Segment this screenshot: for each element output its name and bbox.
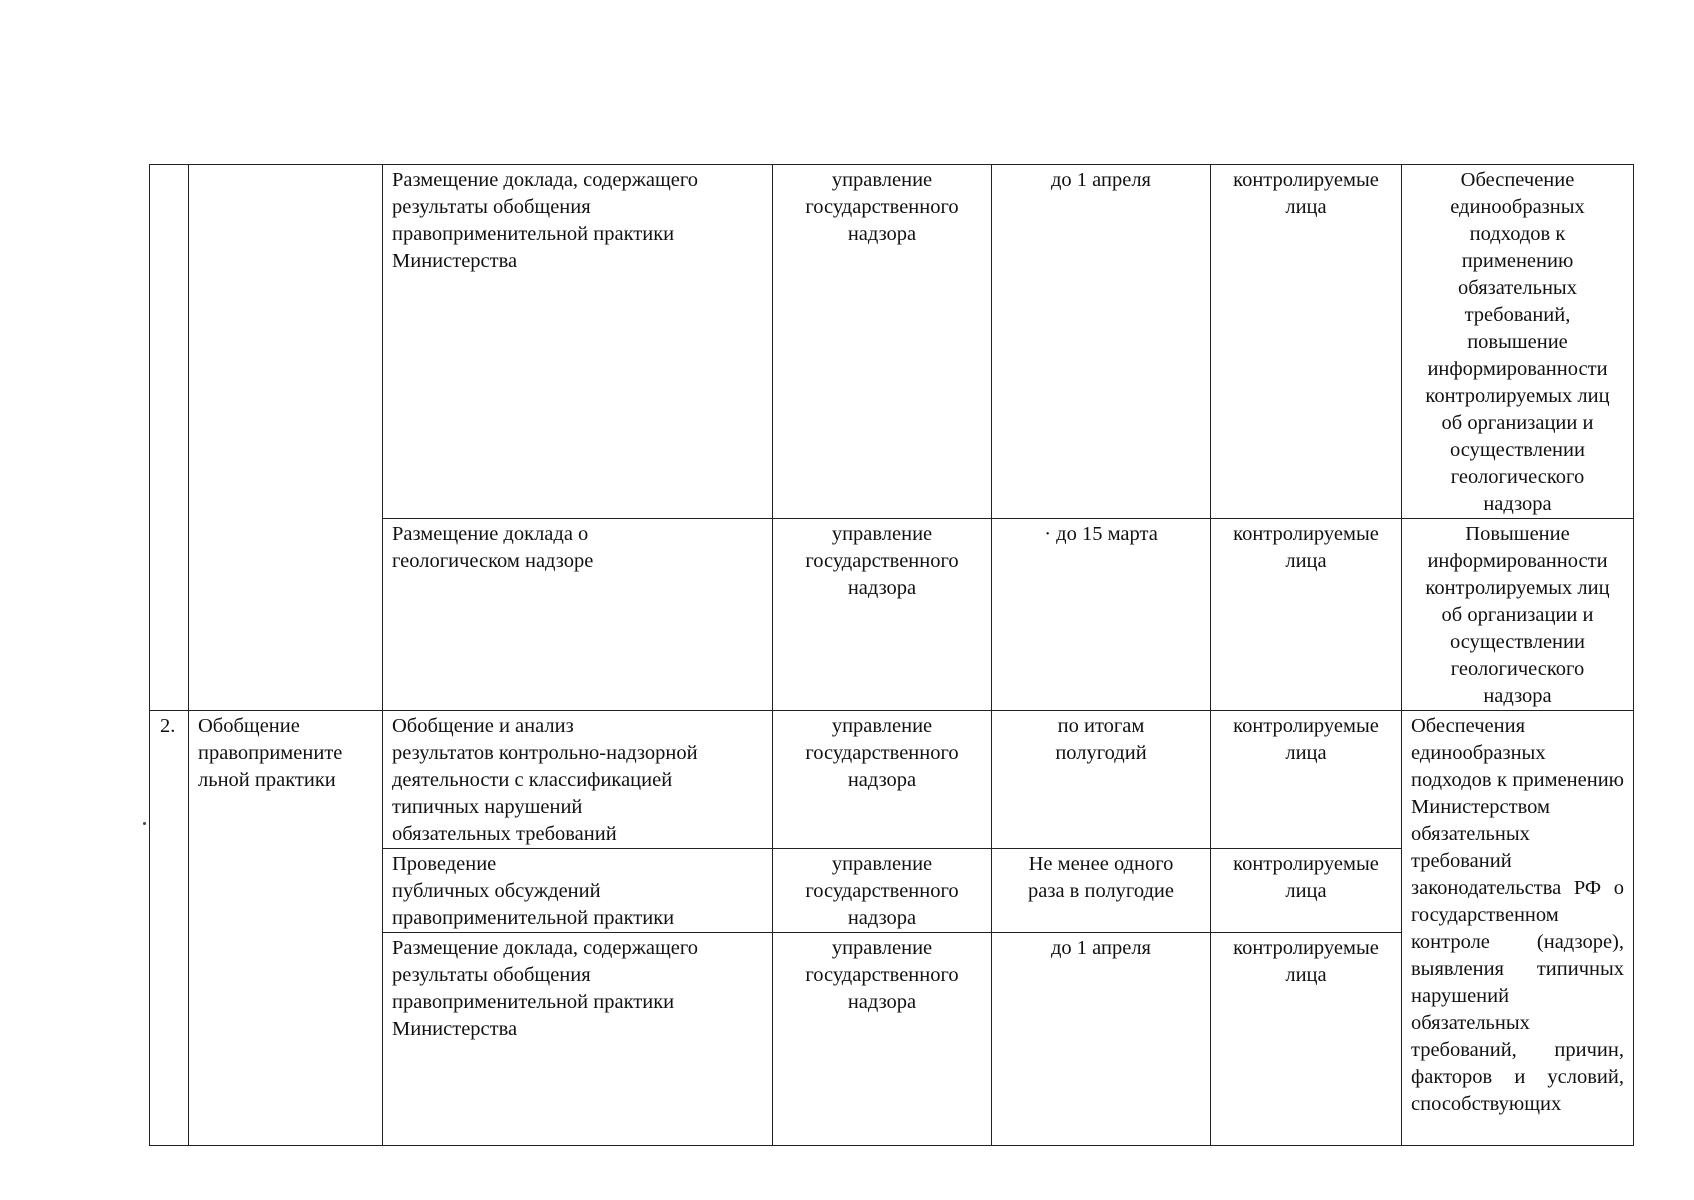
addressees-cell: контролируемые лица — [1211, 711, 1402, 849]
addressees-cell: контролируемые лица — [1211, 519, 1402, 711]
addressees-cell: контролируемые лица — [1211, 933, 1402, 1146]
activity-cell: Размещение доклада, содержащего результаты обобщения правоприменительной практики Министерства — [383, 933, 773, 1146]
responsible-cell: управление государственного надзора — [773, 165, 992, 519]
addressees-cell: контролируемые лица — [1211, 165, 1402, 519]
activity-cell: Размещение доклада, содержащего результаты обобщения правоприменительной практики Министерства — [383, 165, 773, 519]
activity-cell: Обобщение и анализ результатов контрольно-надзорной деятельности с классификацией типичных нарушений обязательных требований — [383, 711, 773, 849]
result-cell: Обеспечение единообразных подходов к применению обязательных требований, повышение информированности контролируемых лиц об организации и осуществлении геологического надзора — [1402, 165, 1634, 519]
prevention-plan-table — [149, 164, 1634, 1146]
responsible-cell: управление государственного надзора — [773, 711, 992, 849]
activity-cell: Проведение публичных обсуждений правоприменительной практики — [383, 849, 773, 933]
table-row — [150, 711, 1634, 849]
measure-name-cell-empty — [189, 165, 383, 711]
activity-cell: Размещение доклада о геологическом надзоре — [383, 519, 773, 711]
responsible-cell: управление государственного надзора — [773, 849, 992, 933]
deadline-cell: · до 15 марта — [992, 519, 1211, 711]
responsible-cell: управление государственного надзора — [773, 519, 992, 711]
deadline-cell: по итогам полугодий — [992, 711, 1211, 849]
number-cell-empty — [150, 165, 189, 711]
deadline-cell: Не менее одного раза в полугодие — [992, 849, 1211, 933]
result-cell: Обеспечения единообразных подходов к применению Министерством обязательных требований законодательства РФ о государственном контроле (надзоре), выявления типичных нарушений обязательных требований, причин, факторов и условий, способствующих — [1402, 711, 1634, 1146]
scan-speck — [143, 822, 146, 825]
deadline-cell: до 1 апреля — [992, 933, 1211, 1146]
deadline-cell: до 1 апреля — [992, 165, 1211, 519]
section-number-cell: 2. — [150, 711, 189, 1146]
table-row — [150, 165, 1634, 519]
result-cell: Повышение информированности контролируемых лиц об организации и осуществлении геологического надзора — [1402, 519, 1634, 711]
responsible-cell: управление государственного надзора — [773, 933, 992, 1146]
addressees-cell: контролируемые лица — [1211, 849, 1402, 933]
measure-name-cell: Обобщение правопримените льной практики — [189, 711, 383, 1146]
